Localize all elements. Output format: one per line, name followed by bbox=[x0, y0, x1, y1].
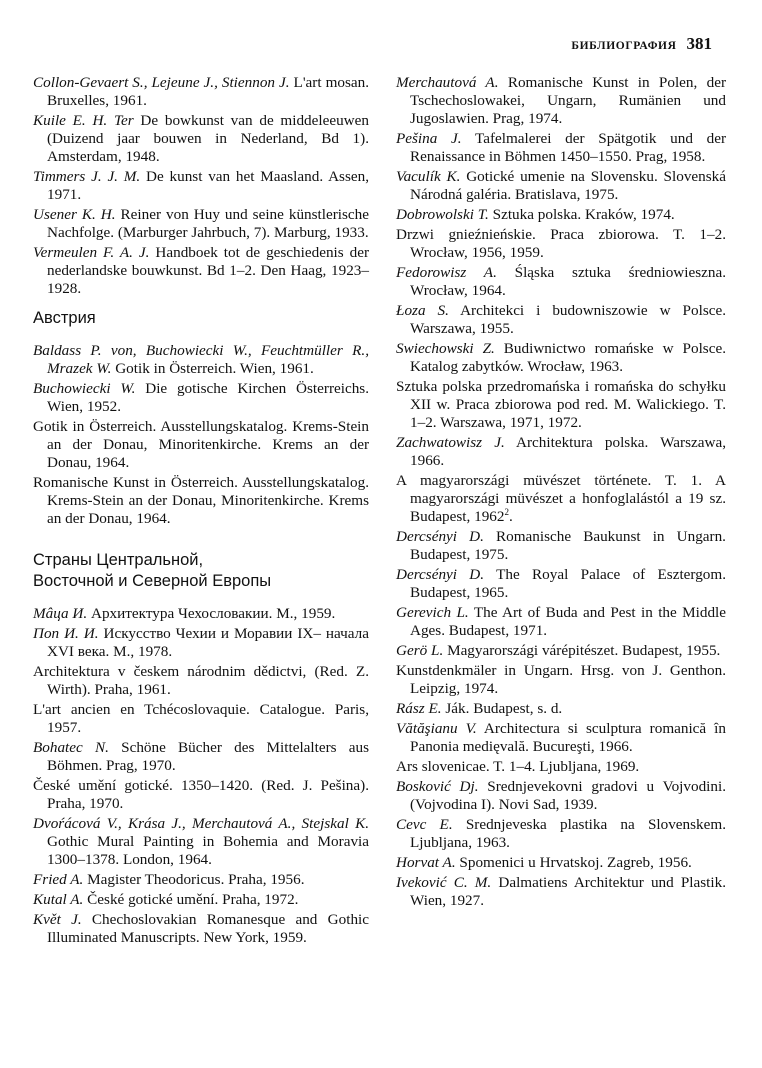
entry-text: Gotik in Österreich. Wien, 1961. bbox=[115, 360, 314, 377]
bibliography-entry bbox=[33, 474, 369, 528]
entry-author: Dercsényi D. bbox=[396, 528, 484, 545]
entry-author: Usener K. H. bbox=[33, 206, 116, 223]
bibliography-entry bbox=[396, 130, 726, 166]
right-column bbox=[396, 74, 726, 912]
entry-text: Gotik in Österreich. Ausstellungskatalog. Krems-Stein an der Donau, Minoritenkirche. Krems an der Donau, 1964. bbox=[33, 418, 369, 471]
entry-text: A magyarországi müvészet története. T. 1. A magyarországi müvészet a honfoglalástól a 19 sz. Budapest, 1962 bbox=[396, 472, 726, 525]
entry-tail: . bbox=[509, 508, 513, 525]
entry-author: Bosković Dj. bbox=[396, 778, 479, 795]
bibliography-entry bbox=[396, 206, 726, 224]
heading-line-1: Страны Центральной, bbox=[33, 551, 204, 569]
entry-text: L'art mosan. Bruxelles, 1961. bbox=[47, 74, 370, 109]
bibliography-entry bbox=[396, 700, 726, 718]
bibliography-entry bbox=[396, 168, 726, 204]
entry-author: Dercsényi D. bbox=[396, 566, 485, 583]
entry-text: Śląska sztuka średniowieszna. Wrocław, 1964. bbox=[410, 264, 726, 299]
entry-author: Cevc E. bbox=[396, 816, 453, 833]
entry-author: Swiechowski Z. bbox=[396, 340, 495, 357]
bibliography-entry bbox=[396, 74, 726, 128]
entry-text: Handboek tot de geschiedenis der nederlandske bouwkunst. Bd 1–2. Den Haag, 1923–1928. bbox=[47, 244, 370, 297]
bibliography-entry bbox=[33, 701, 369, 737]
entry-text: Ars slovenicae. T. 1–4. Ljubljana, 1969. bbox=[396, 758, 640, 775]
entry-author: Květ J. bbox=[33, 911, 82, 928]
entry-text: De kunst van het Maasland. Assen, 1971. bbox=[47, 168, 369, 203]
bibliography-entry bbox=[396, 720, 726, 756]
bibliography-entry bbox=[396, 758, 726, 776]
entry-author: Dvoŕácová V., Krása J., Merchautová A., Stejskal K. bbox=[33, 815, 369, 832]
bibliography-entry bbox=[33, 777, 369, 813]
entry-text: Искусство Чехии и Моравии IX– начала XVI века. М., 1978. bbox=[47, 625, 370, 660]
bibliography-entry bbox=[396, 528, 726, 564]
entry-text: Romanische Kunst in Österreich. Ausstellungskatalog. Krems-Stein an der Donau, Minoritenkirche. Krems an der Donau, 1964. bbox=[33, 474, 369, 527]
entry-author: Baldass P. von, Buchowiecki W., Feuchtmüller R., Mrazek W. bbox=[33, 342, 369, 377]
edition-superscript: 2 bbox=[504, 506, 509, 517]
bibliography-entry bbox=[396, 816, 726, 852]
section-heading-central-europe bbox=[33, 550, 369, 592]
running-header bbox=[571, 34, 712, 54]
bibliography-group-right bbox=[396, 74, 726, 910]
entry-text: Gotické umenie na Slovensku. Slovenská Národná galéria. Bratislava, 1975. bbox=[410, 168, 726, 203]
entry-author: Vermeulen F. A. J. bbox=[33, 244, 150, 261]
entry-author: Мâца И. bbox=[33, 605, 88, 622]
entry-author: Rász E. bbox=[396, 700, 442, 717]
entry-text: Ják. Budapest, s. d. bbox=[445, 700, 563, 717]
section-title: БИБЛИОГРАФИЯ bbox=[571, 40, 677, 52]
entry-author: Vătăşianu V. bbox=[396, 720, 477, 737]
bibliography-entry bbox=[33, 168, 369, 204]
entry-text: Die gotische Kirchen Österreichs. Wien, 1952. bbox=[47, 380, 369, 415]
entry-text: Chechoslovakian Romanesque and Gothic Illuminated Manuscripts. New York, 1959. bbox=[47, 911, 369, 946]
bibliography-entry bbox=[396, 472, 726, 526]
bibliography-entry bbox=[396, 302, 726, 338]
bibliography-entry bbox=[33, 206, 369, 242]
entry-author: Buchowiecki W. bbox=[33, 380, 136, 397]
entry-author: Dobrowolski T. bbox=[396, 206, 489, 223]
section-heading-austria: Австрия bbox=[33, 309, 96, 327]
bibliography-entry bbox=[33, 891, 369, 909]
entry-author: Collon-Gevaert S., Lejeune J., Stiennon J. bbox=[33, 74, 290, 91]
bibliography-entry bbox=[396, 226, 726, 262]
bibliography-group-austria bbox=[33, 342, 369, 528]
entry-author: Kutal A. bbox=[33, 891, 84, 908]
bibliography-group-central-europe bbox=[33, 605, 369, 947]
bibliography-entry bbox=[396, 264, 726, 300]
entry-text: Архитектура Чехословакии. М., 1959. bbox=[90, 605, 336, 622]
page-number: 381 bbox=[686, 34, 712, 53]
entry-text: České gotické umění. Praha, 1972. bbox=[87, 891, 299, 908]
entry-text: De bowkunst van de middeleeuwen (Duizend jaar bouwen in Nederland, Bd 1). Amsterdam, 1948. bbox=[47, 112, 369, 165]
bibliography-entry bbox=[33, 815, 369, 869]
bibliography-entry bbox=[33, 380, 369, 416]
entry-text: L'art ancien en Tchécoslovaquie. Catalogue. Paris, 1957. bbox=[33, 701, 369, 736]
entry-author: Gerevich L. bbox=[396, 604, 469, 621]
entry-text: Magyarországi várépitészet. Budapest, 1955. bbox=[447, 642, 721, 659]
bibliography-entry bbox=[33, 625, 369, 661]
entry-text: Architekci i budowniszowie w Polsce. Warszawa, 1955. bbox=[410, 302, 727, 337]
entry-text: Magister Theodoricus. Praha, 1956. bbox=[87, 871, 305, 888]
bibliography-entry bbox=[396, 662, 726, 698]
bibliography-entry bbox=[396, 434, 726, 470]
bibliography-entry bbox=[33, 663, 369, 699]
left-column bbox=[33, 74, 369, 949]
bibliography-entry bbox=[33, 74, 369, 110]
entry-text: Romanische Kunst in Polen, der Tschechoslowakei, Ungarn, Rumänien und Jugoslawien. Prag, 1974. bbox=[410, 74, 726, 127]
entry-author: Iveković C. M. bbox=[396, 874, 492, 891]
entry-author: Gerö L. bbox=[396, 642, 444, 659]
entry-author: Поп И. И. bbox=[33, 625, 99, 642]
bibliography-entry bbox=[33, 418, 369, 472]
entry-text: Reiner von Huy und seine künstlerische Nachfolge. (Marburger Jahrbuch, 7). Marburg, 1933. bbox=[47, 206, 370, 241]
entry-text: The Art of Buda and Pest in the Middle Ages. Budapest, 1971. bbox=[410, 604, 727, 639]
entry-text: Architektura v českem národnim dědictvi, (Red. Z. Wirth). Praha, 1961. bbox=[33, 663, 369, 698]
bibliography-entry bbox=[33, 342, 369, 378]
bibliography-entry bbox=[33, 871, 369, 889]
entry-author: Bohatec N. bbox=[33, 739, 109, 756]
entry-author: Fedorowisz A. bbox=[396, 264, 497, 281]
bibliography-entry bbox=[396, 642, 726, 660]
bibliography-group-netherlands bbox=[33, 74, 369, 298]
bibliography-entry bbox=[396, 566, 726, 602]
entry-text: Architektura polska. Warszawa, 1966. bbox=[410, 434, 726, 469]
bibliography-entry bbox=[396, 778, 726, 814]
entry-text: České umění gotické. 1350–1420. (Red. J. Pešina). Praha, 1970. bbox=[33, 777, 369, 812]
entry-author: Merchautová A. bbox=[396, 74, 499, 91]
entry-author: Pešina J. bbox=[396, 130, 462, 147]
bibliography-entry bbox=[396, 854, 726, 872]
entry-text: Drzwi gnieźnieńskie. Praca zbiorowa. T. 1–2. Wrocław, 1956, 1959. bbox=[396, 226, 726, 261]
bibliography-entry bbox=[33, 112, 369, 166]
entry-author: Łoza S. bbox=[396, 302, 449, 319]
bibliography-entry bbox=[33, 911, 369, 947]
entry-text: Gothic Mural Painting in Bohemia and Moravia 1300–1378. London, 1964. bbox=[47, 833, 369, 868]
entry-text: Romanische Baukunst in Ungarn. Budapest, 1975. bbox=[410, 528, 726, 563]
bibliography-entry bbox=[33, 244, 369, 298]
entry-text: Tafelmalerei der Spätgotik und der Renaissance in Böhmen 1450–1550. Prag, 1958. bbox=[410, 130, 727, 165]
bibliography-entry bbox=[396, 874, 726, 910]
entry-author: Vaculík K. bbox=[396, 168, 461, 185]
entry-text: Budiwnictwo romańske w Polsce. Katalog zabytków. Wrocław, 1963. bbox=[410, 340, 726, 375]
entry-text: Kunstdenkmäler in Ungarn. Hrsg. von J. Genthon. Leipzig, 1974. bbox=[396, 662, 726, 697]
heading-line-2: Восточной и Северной Европы bbox=[33, 572, 272, 590]
entry-text: Srednjevekovni gradovi u Vojvodini. (Vojvodina I). Novi Sad, 1939. bbox=[410, 778, 726, 813]
bibliography-entry bbox=[396, 604, 726, 640]
entry-text: Sztuka polska przedromańska i romańska do schyłku XII w. Praca zbiorowa pod red. M. Walickiego. T. 1–2. Warszawa, 1971, 1972. bbox=[396, 378, 726, 431]
entry-text: Schöne Bücher des Mittelalters aus Böhmen. Prag, 1970. bbox=[47, 739, 370, 774]
bibliography-entry bbox=[33, 605, 369, 623]
entry-text: The Royal Palace of Esztergom. Budapest, 1965. bbox=[410, 566, 726, 601]
bibliography-entry bbox=[33, 739, 369, 775]
entry-author: Zachwatowisz J. bbox=[396, 434, 505, 451]
entry-text: Sztuka polska. Kraków, 1974. bbox=[492, 206, 675, 223]
entry-text: Architectura si sculptura romanică în Panonia medięvală. Bucureşti, 1966. bbox=[410, 720, 726, 755]
entry-text: Dalmatiens Architektur und Plastik. Wien, 1927. bbox=[410, 874, 727, 909]
bibliography-entry bbox=[396, 340, 726, 376]
entry-author: Horvat A. bbox=[396, 854, 456, 871]
bibliography-entry bbox=[396, 378, 726, 432]
entry-author: Fried A. bbox=[33, 871, 84, 888]
entry-author: Timmers J. J. M. bbox=[33, 168, 141, 185]
entry-text: Srednjeveska plastika na Slovenskem. Ljubljana, 1963. bbox=[410, 816, 726, 851]
entry-author: Kuile E. H. Ter bbox=[33, 112, 134, 129]
entry-text: Spomenici u Hrvatskoj. Zagreb, 1956. bbox=[459, 854, 692, 871]
